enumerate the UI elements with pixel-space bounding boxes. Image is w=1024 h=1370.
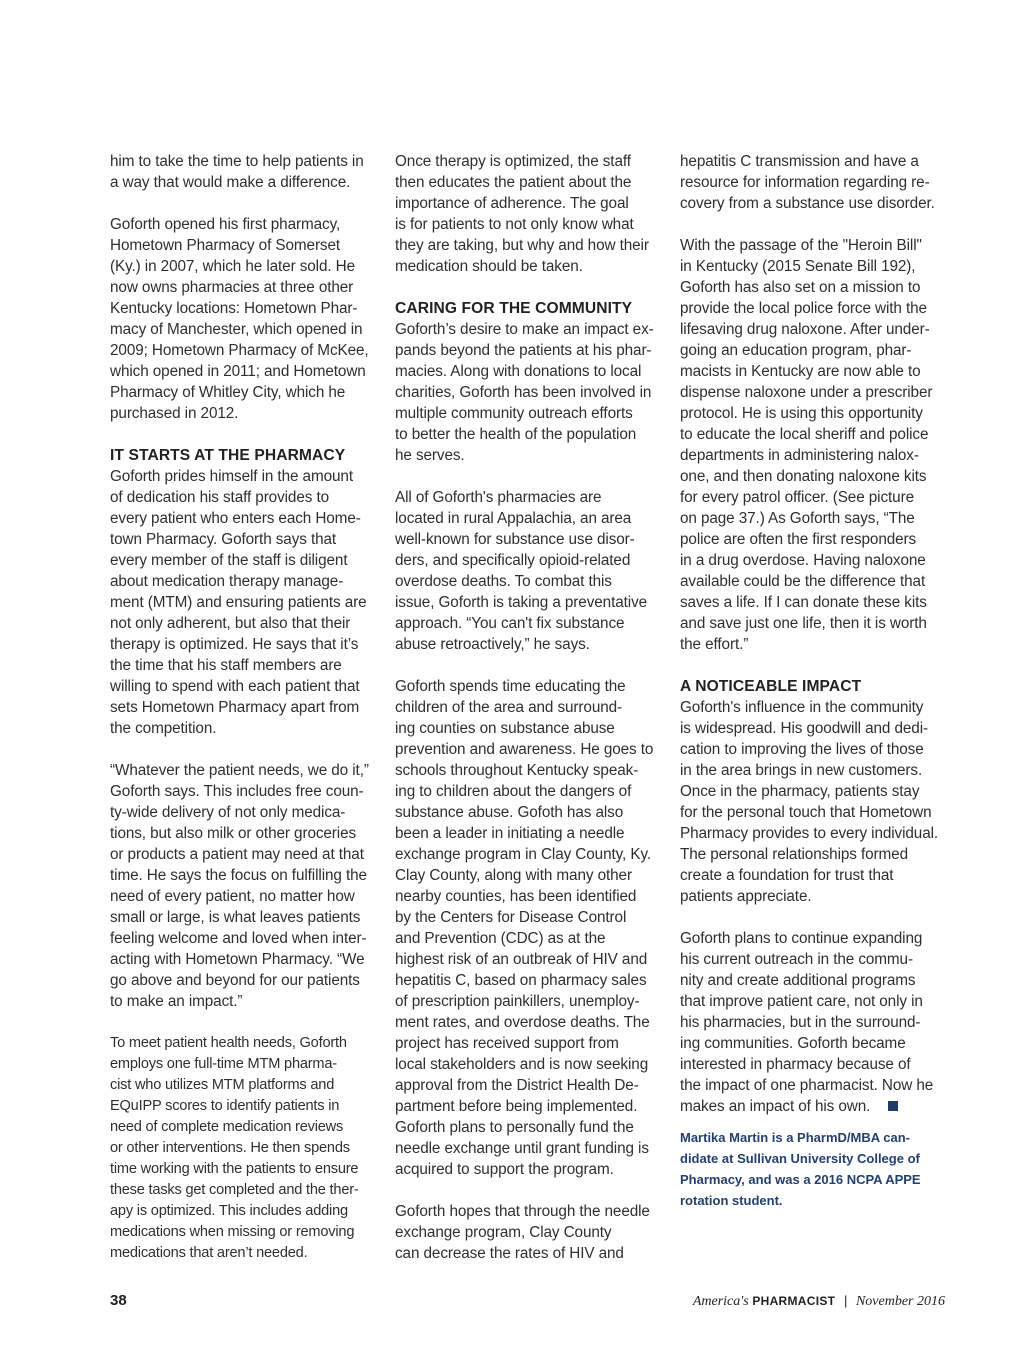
text-line: approval from the District Health De- <box>395 1077 639 1094</box>
text-line: tions, but also milk or other groceries <box>110 825 357 842</box>
footer-separator: | <box>843 1293 848 1308</box>
text-line: highest risk of an outbreak of HIV and <box>395 951 648 968</box>
text-line: cist who utilizes MTM platforms and <box>110 1077 335 1093</box>
text-line: about medication therapy manage- <box>110 573 344 590</box>
text-line: With the passage of the "Heroin Bill" <box>680 237 922 254</box>
text-line: Goforth has also set on a mission to <box>680 279 921 296</box>
author-bio-line: Pharmacy, and was a 2016 NCPA APPE <box>680 1172 921 1187</box>
article-column-2 <box>395 151 663 1264</box>
text-line: of dedication his staff provides to <box>110 489 330 506</box>
text-line: in Kentucky (2015 Senate Bill 192), <box>680 258 916 275</box>
end-of-article-square-icon <box>888 1101 898 1111</box>
text-line: the competition. <box>110 720 217 737</box>
text-line: Once therapy is optimized, the staff <box>395 153 631 170</box>
paragraph-gap <box>395 655 663 676</box>
text-line: prevention and awareness. He goes to <box>395 741 654 758</box>
text-line: which opened in 2011; and Hometown <box>110 363 366 380</box>
text-line: local stakeholders and is now seeking <box>395 1056 649 1073</box>
paragraph <box>395 151 663 277</box>
text-line: overdose deaths. To combat this <box>395 573 612 590</box>
text-line: need of every patient, no matter how <box>110 888 355 905</box>
text-line: of prescription painkillers, unemploy- <box>395 993 640 1010</box>
text-line: multiple community outreach efforts <box>395 405 633 422</box>
text-line: Goforth opened his first pharmacy, <box>110 216 341 233</box>
section-heading: A NOTICEABLE IMPACT <box>680 678 862 695</box>
text-line: can decrease the rates of HIV and <box>395 1245 624 1262</box>
text-line: (Ky.) in 2007, which he later sold. He <box>110 258 356 275</box>
text-line: importance of adherence. The goal <box>395 195 629 212</box>
text-line: medication should be taken. <box>395 258 583 275</box>
paragraph <box>110 214 378 424</box>
text-line: macy of Manchester, which opened in <box>110 321 363 338</box>
text-line: sets Hometown Pharmacy apart from <box>110 699 360 716</box>
paragraph-gap <box>110 193 378 214</box>
publication-prefix: America's <box>692 1294 749 1309</box>
text-line: and save just one life, then it is worth <box>680 615 927 632</box>
text-line: pands beyond the patients at his phar- <box>395 342 652 359</box>
paragraph-gap <box>395 277 663 298</box>
text-line: protocol. He is using this opportunity <box>680 405 923 422</box>
author-bio-line: Martika Martin is a PharmD/MBA can- <box>680 1130 910 1145</box>
paragraph-gap <box>395 1180 663 1201</box>
text-line: one, and then donating naloxone kits <box>680 468 927 485</box>
text-line: ment (MTM) and ensuring patients are <box>110 594 367 611</box>
text-line: Pharmacy provides to every individual. <box>680 825 939 842</box>
issue-date: November 2016 <box>855 1294 945 1309</box>
text-line: to educate the local sheriff and police <box>680 426 929 443</box>
text-line: ment rates, and overdose deaths. The <box>395 1014 650 1031</box>
paragraph <box>680 235 948 655</box>
text-line: abuse retroactively,” he says. <box>395 636 590 653</box>
paragraph-gap <box>110 424 378 445</box>
text-line: lifesaving drug naloxone. After under- <box>680 321 930 338</box>
text-line: feeling welcome and loved when inter- <box>110 930 367 947</box>
text-line: a way that would make a difference. <box>110 174 351 191</box>
text-line: 2009; Hometown Pharmacy of McKee, <box>110 342 369 359</box>
text-line: charities, Goforth has been involved in <box>395 384 652 401</box>
text-line: town Pharmacy. Goforth says that <box>110 531 337 548</box>
text-line: Goforth hopes that through the needle <box>395 1203 650 1220</box>
text-line: willing to spend with each patient that <box>110 678 360 695</box>
text-line: schools throughout Kentucky speak- <box>395 762 639 779</box>
paragraph <box>395 1201 663 1264</box>
text-line: then educates the patient about the <box>395 174 632 191</box>
text-line: every patient who enters each Home- <box>110 510 361 527</box>
text-line: Goforth spends time educating the <box>395 678 626 695</box>
section-heading: IT STARTS AT THE PHARMACY <box>110 447 346 464</box>
text-line: Clay County, along with many other <box>395 867 632 884</box>
text-line: The personal relationships formed <box>680 846 908 863</box>
text-line: hepatitis C transmission and have a <box>680 153 919 170</box>
text-line: approach. “You can't fix substance <box>395 615 625 632</box>
text-line: not only adherent, but also that their <box>110 615 351 632</box>
text-line: employs one full-time MTM pharma- <box>110 1056 337 1072</box>
text-line: interested in pharmacy because of <box>680 1056 911 1073</box>
text-line: Kentucky locations: Hometown Phar- <box>110 300 358 317</box>
text-line: the time that his staff members are <box>110 657 342 674</box>
text-line: ing communities. Goforth became <box>680 1035 906 1052</box>
paragraph <box>110 1033 378 1264</box>
section-heading: CARING FOR THE COMMUNITY <box>395 300 633 317</box>
text-line: Goforth’s desire to make an impact ex- <box>395 321 654 338</box>
publication-footer <box>693 1293 945 1310</box>
text-line: these tasks get completed and the ther- <box>110 1182 359 1198</box>
section <box>395 298 663 466</box>
author-bio <box>680 1127 948 1211</box>
text-line: or other interventions. He then spends <box>110 1140 350 1156</box>
text-line: medications when missing or removing <box>110 1224 355 1240</box>
article-column-1 <box>110 151 378 1264</box>
text-line: for the personal touch that Hometown <box>680 804 932 821</box>
text-line: Goforth's influence in the community <box>680 699 924 716</box>
text-line: exchange program in Clay County, Ky. <box>395 846 652 863</box>
text-line: ty-wide delivery of not only medica- <box>110 804 346 821</box>
text-line: ing counties on substance abuse <box>395 720 615 737</box>
text-line: saves a life. If I can donate these kits <box>680 594 927 611</box>
text-line: Once in the pharmacy, patients stay <box>680 783 920 800</box>
paragraph-gap <box>680 907 948 928</box>
text-line: covery from a substance use disorder. <box>680 195 935 212</box>
author-bio-line: rotation student. <box>680 1193 783 1208</box>
paragraph <box>395 487 663 655</box>
text-line: going an education program, phar- <box>680 342 912 359</box>
text-line: nity and create additional programs <box>680 972 916 989</box>
paragraph-gap <box>680 655 948 676</box>
text-line: create a foundation for trust that <box>680 867 894 884</box>
text-line: partment before being implemented. <box>395 1098 638 1115</box>
text-line: well-known for substance use disor- <box>395 531 635 548</box>
paragraph <box>110 760 378 1012</box>
paragraph-gap <box>110 739 378 760</box>
text-line: acquired to support the program. <box>395 1161 614 1178</box>
paragraph <box>680 151 948 214</box>
text-line: macies. Along with donations to local <box>395 363 642 380</box>
text-line: acting with Hometown Pharmacy. “We <box>110 951 365 968</box>
text-line: hepatitis C, based on pharmacy sales <box>395 972 647 989</box>
text-line: provide the local police force with the <box>680 300 927 317</box>
text-line: Goforth says. This includes free coun- <box>110 783 364 800</box>
paragraph <box>110 151 378 193</box>
section <box>110 445 378 739</box>
text-line: his pharmacies, but in the surround- <box>680 1014 921 1031</box>
text-line: for every patrol officer. (See picture <box>680 489 914 506</box>
text-line: EQuIPP scores to identify patients in <box>110 1098 340 1114</box>
text-line: located in rural Appalachia, an area <box>395 510 632 527</box>
text-line: medications that aren’t needed. <box>110 1245 308 1261</box>
paragraph <box>395 676 663 1180</box>
text-line <box>680 1096 948 1117</box>
text-line: been a leader in initiating a needle <box>395 825 625 842</box>
text-line: is widespread. His goodwill and dedi- <box>680 720 928 737</box>
text-line: time. He says the focus on fulfilling the <box>110 867 367 884</box>
author-bio-line: didate at Sullivan University College of <box>680 1151 920 1166</box>
text-line: need of complete medication reviews <box>110 1119 344 1135</box>
text-line: All of Goforth's pharmacies are <box>395 489 602 506</box>
text-line: he serves. <box>395 447 465 464</box>
text-line: they are taking, but why and how their <box>395 237 649 254</box>
article-column-3 <box>680 151 948 1211</box>
text-line: dispense naloxone under a prescriber <box>680 384 933 401</box>
text-line: Hometown Pharmacy of Somerset <box>110 237 341 254</box>
text-line: to make an impact.” <box>110 993 243 1010</box>
text-line: project has received support from <box>395 1035 619 1052</box>
text-line: every member of the staff is diligent <box>110 552 348 569</box>
text-line: resource for information regarding re- <box>680 174 930 191</box>
text-line: children of the area and surround- <box>395 699 623 716</box>
publication-brand: PHARMACIST <box>752 1294 836 1308</box>
paragraph <box>680 928 948 1117</box>
text-line: To meet patient health needs, Goforth <box>110 1035 347 1051</box>
text-line: substance abuse. Gofoth has also <box>395 804 624 821</box>
text-line: therapy is optimized. He says that it’s <box>110 636 359 653</box>
text-line: departments in administering nalox- <box>680 447 919 464</box>
text-line: macists in Kentucky are now able to <box>680 363 921 380</box>
text-line: by the Centers for Disease Control <box>395 909 627 926</box>
text-line: that improve patient care, not only in <box>680 993 923 1010</box>
text-line: available could be the difference that <box>680 573 926 590</box>
text-line: nearby counties, has been identified <box>395 888 637 905</box>
text-line: ing to children about the dangers of <box>395 783 632 800</box>
text-line: apy is optimized. This includes adding <box>110 1203 348 1219</box>
text-line: Goforth plans to personally fund the <box>395 1119 634 1136</box>
text-line: “Whatever the patient needs, we do it,” <box>110 762 369 779</box>
text-line: needle exchange until grant funding is <box>395 1140 649 1157</box>
text-line: and Prevention (CDC) as at the <box>395 930 606 947</box>
text-line: is for patients to not only know what <box>395 216 634 233</box>
text-line: cation to improving the lives of those <box>680 741 924 758</box>
text-line: to better the health of the population <box>395 426 637 443</box>
text-line: or products a patient may need at that <box>110 846 364 863</box>
text-line: Pharmacy of Whitley City, which he <box>110 384 346 401</box>
text-line-content: makes an impact of his own. <box>680 1098 871 1115</box>
text-line: ders, and specifically opioid-related <box>395 552 631 569</box>
text-line: time working with the patients to ensure <box>110 1161 359 1177</box>
text-line: in the area brings in new customers. <box>680 762 923 779</box>
text-line: on page 37.) As Goforth says, “The <box>680 510 915 527</box>
text-line: patients appreciate. <box>680 888 812 905</box>
section <box>680 676 948 907</box>
text-line: police are often the first responders <box>680 531 917 548</box>
text-line: issue, Goforth is taking a preventative <box>395 594 648 611</box>
text-line: in a drug overdose. Having naloxone <box>680 552 926 569</box>
paragraph-gap <box>680 214 948 235</box>
paragraph-gap <box>110 1012 378 1033</box>
text-line: the effort.” <box>680 636 749 653</box>
text-line: now owns pharmacies at three other <box>110 279 354 296</box>
text-line: Goforth plans to continue expanding <box>680 930 923 947</box>
text-line: go above and beyond for our patients <box>110 972 360 989</box>
text-line: small or large, is what leaves patients <box>110 909 361 926</box>
text-line: him to take the time to help patients in <box>110 153 364 170</box>
page-number: 38 <box>110 1292 127 1309</box>
text-line: his current outreach in the commu- <box>680 951 913 968</box>
paragraph-gap <box>395 466 663 487</box>
text-line: the impact of one pharmacist. Now he <box>680 1077 934 1094</box>
text-line: Goforth prides himself in the amount <box>110 468 353 485</box>
text-line: exchange program, Clay County <box>395 1224 612 1241</box>
text-line: purchased in 2012. <box>110 405 239 422</box>
